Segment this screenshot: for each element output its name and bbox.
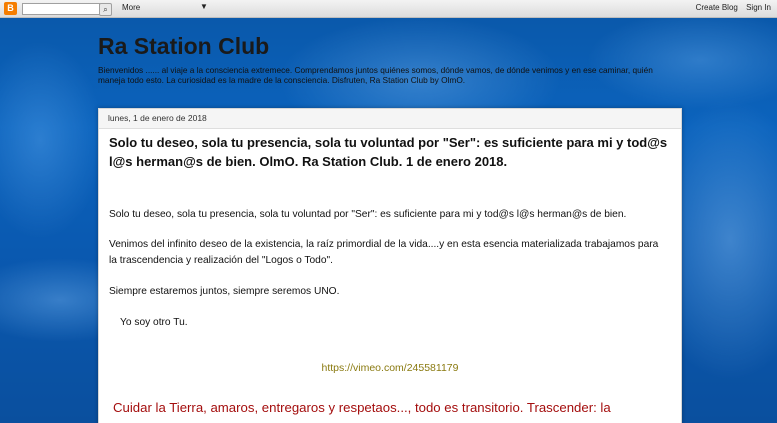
date-header xyxy=(99,109,681,129)
post-title[interactable]: Solo tu deseo, sola tu presencia, sola tu voluntad por "Ser": es suficiente para mi y tod@s l@s herman@s de bien. OlmO. Ra Station Club. 1 de enero 2018. xyxy=(109,135,668,169)
search-input[interactable] xyxy=(22,3,100,15)
post-paragraph: Venimos del infinito deseo de la existencia, la raíz primordial de la vida....y en esta esencia materializada trabajamos para la trascendencia y realización del "Logos o Todo". xyxy=(109,239,659,266)
more-menu[interactable]: More xyxy=(122,3,141,12)
create-blog-link[interactable]: Create Blog xyxy=(695,3,738,12)
post-paragraph: Yo soy otro Tu. xyxy=(120,317,188,328)
blog-description: Bienvenidos ...... al viaje a la consciencia extremece. Comprendamos juntos quiénes somos, dónde vamos, de dónde venimos y en ese caminar, quién maneja todo esto. La curiosidad es la madre de la consciencia. Disfruten, Ra Station Club by OlmO. xyxy=(98,65,653,85)
vimeo-link[interactable]: https://vimeo.com/245581179 xyxy=(321,362,459,374)
chevron-down-icon[interactable]: ▼ xyxy=(200,2,208,11)
post-card xyxy=(98,108,682,423)
blog-title[interactable]: Ra Station Club xyxy=(98,33,270,59)
search-icon[interactable]: ⌕ xyxy=(99,3,112,16)
highlight-text: Cuidar la Tierra, amaros, entregaros y respetaos..., todo es transitorio. Trascender: la xyxy=(113,400,611,415)
blogger-logo-icon[interactable]: B xyxy=(4,2,17,15)
post-date: lunes, 1 de enero de 2018 xyxy=(108,113,207,123)
post-paragraph: Solo tu deseo, sola tu presencia, sola tu voluntad por "Ser": es suficiente para mi y tod@s l@s herman@s de bien. xyxy=(109,209,627,220)
blogger-navbar xyxy=(0,0,777,18)
sign-in-link[interactable]: Sign In xyxy=(746,3,771,12)
navbar-right xyxy=(690,3,771,12)
post-paragraph: Siempre estaremos juntos, siempre seremos UNO. xyxy=(109,286,340,297)
